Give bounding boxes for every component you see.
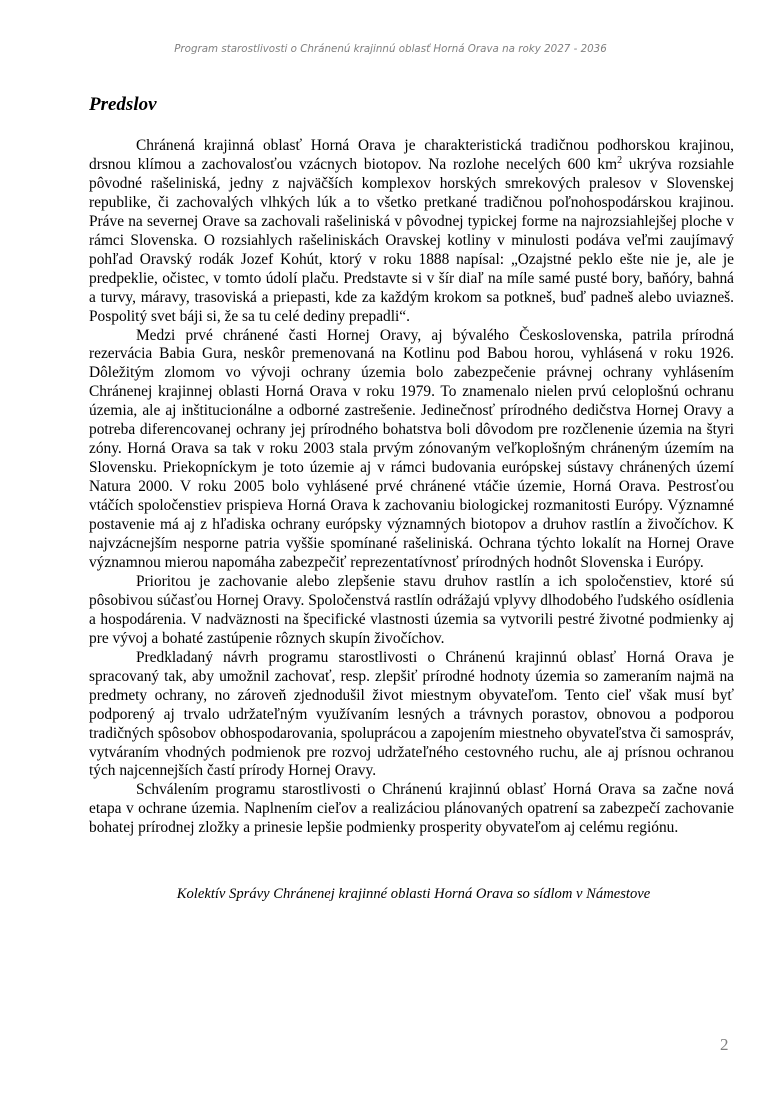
signature: Kolektív Správy Chránenej krajinné oblasti Horná Orava so sídlom v Námestove [176,886,651,902]
paragraph-1-text-a: Chránená krajinná oblasť Horná Orava je charakteristická tradičnou podhorskou krajinou, drsnou klímou a zachovalosťou vzácnych biotopov. Na rozlohe necelých 600 km [89,137,734,173]
paragraph-4: Predkladaný návrh programu starostlivosti o Chránenú krajinnú oblasť Horná Orava je spracovaný tak, aby umožnil zachovať, resp. zlepšiť prírodné hodnoty územia so zameraním najmä na predmety ochrany, no zároveň zjednodušil život miestnym obyvateľom. Tento cieľ však musí byť podporený aj trvalo udržateľným využívaním lesných a trávnych porastov, obnovou a podporou tradičných spôsobov obhospodarovania, spoluprácou a zapojením miestneho obyvateľstva či samospráv, vytváraním vhodných podmienok pre rozvoj udržateľného cestovného ruchu, ale aj prísnou ochranou tých najcennejších častí prírody Hornej Oravy. [89,648,734,780]
paragraph-1 [89,137,734,327]
body-text [89,137,734,838]
paragraph-1-text-b: ukrýva rozsiahle pôvodné rašeliniská, jedny z najväčších komplexov horských smrekových pralesov v Slovenskej republike, či zachovalých vlhkých lúk a to všetko pretkané tradičnou poľnohospodárskou krajinou. Práve na severnej Orave sa zachovali rašeliniská v pôvodnej typickej forme na najrozsiahlejšej ploche v rámci Slovenska. O rozsiahlych rašeliniskách Oravskej kotliny v minulosti podáva veľmi zaujímavý pohľad Oravský rodák Jozef Kohút, ktorý v roku 1888 napísal: „Ozajstné peklo ešte nie je, ale je predpeklie, očistec, v tomto údolí plaču. Predstavte si v šír diaľ na míle samé pusté bory, baňóry, bahná a turvy, máravy, trasoviská a priepasti, kde za každým krokom sa potkneš, buď padneš alebo uviazneš. Pospolitý svet báji si, že sa tu celé dediny prepadli“. [89,155,734,325]
paragraph-2: Medzi prvé chránené časti Hornej Oravy, aj bývalého Československa, patrila prírodná rezervácia Babia Gura, neskôr premenovaná na Kotlinu pod Babou horou, vyhlásená v roku 1926. Dôležitým zlomom vo vývoji ochrany územia bolo zabezpečenie právnej ochrany vyhlásením Chránenej krajinnej oblasti Horná Orava v roku 1979. To znamenalo nielen prvú celoplošnú ochranu územia, ale aj inštitucionálne a odborné zastrešenie. Jedinečnosť prírodného dedičstva Hornej Oravy a potreba diferencovanej ochrany jej prírodného bohatstva boli dôvodom pre rozčlenenie územia na štyri zóny. Horná Orava sa tak v roku 2003 stala prvým zónovaným veľkoplošným chráneným územím na Slovensku. Priekopníckym je toto územie aj v rámci budovania európskej sústavy chránených území Natura 2000. V roku 2005 bolo vyhlásené prvé chránené vtáčie územie, Horná Orava. Pestrosťou vtáčích spoločenstiev prispieva Horná Orava k zachovaniu biologickej rozmanitosti Európy. Významné postavenie má aj z hľadiska ochrany európsky významných biotopov a druhov rastlín a živočíchov. K najvzácnejším nesporne patria vyššie spomínané rašeliniská. Ochrana týchto lokalít na Hornej Orave významnou mierou napomáha zabezpečiť reprezentatívnosť prírodných hodnôt Slovenska i Európy. [89,326,734,571]
paragraph-3: Prioritou je zachovanie alebo zlepšenie stavu druhov rastlín a ich spoločenstiev, ktoré sú pôsobivou súčasťou Hornej Oravy. Spoločenstvá rastlín odrážajú vplyvy dlhodobého ľudského osídlenia a hospodárenia. V nadväznosti na špecifické vlastnosti územia sa vytvorili pestré životné podmienky aj pre vývoj a bohaté zastúpenie rôznych skupín živočíchov. [89,572,734,647]
section-title: Predslov [89,94,157,115]
superscript-2: 2 [617,154,623,166]
running-header: Program starostlivosti o Chránenú krajinnú oblasť Horná Orava na roky 2027 - 2036 [174,43,607,55]
paragraph-5: Schválením programu starostlivosti o Chránenú krajinnú oblasť Horná Orava sa začne nová etapa v ochrane územia. Naplnením cieľov a realizáciou plánovaných opatrení sa zabezpečí zachovanie bohatej prírodnej zložky a prinesie lepšie podmienky prosperity obyvateľom aj celému regiónu. [89,781,734,837]
page-number: 2 [720,1035,729,1054]
